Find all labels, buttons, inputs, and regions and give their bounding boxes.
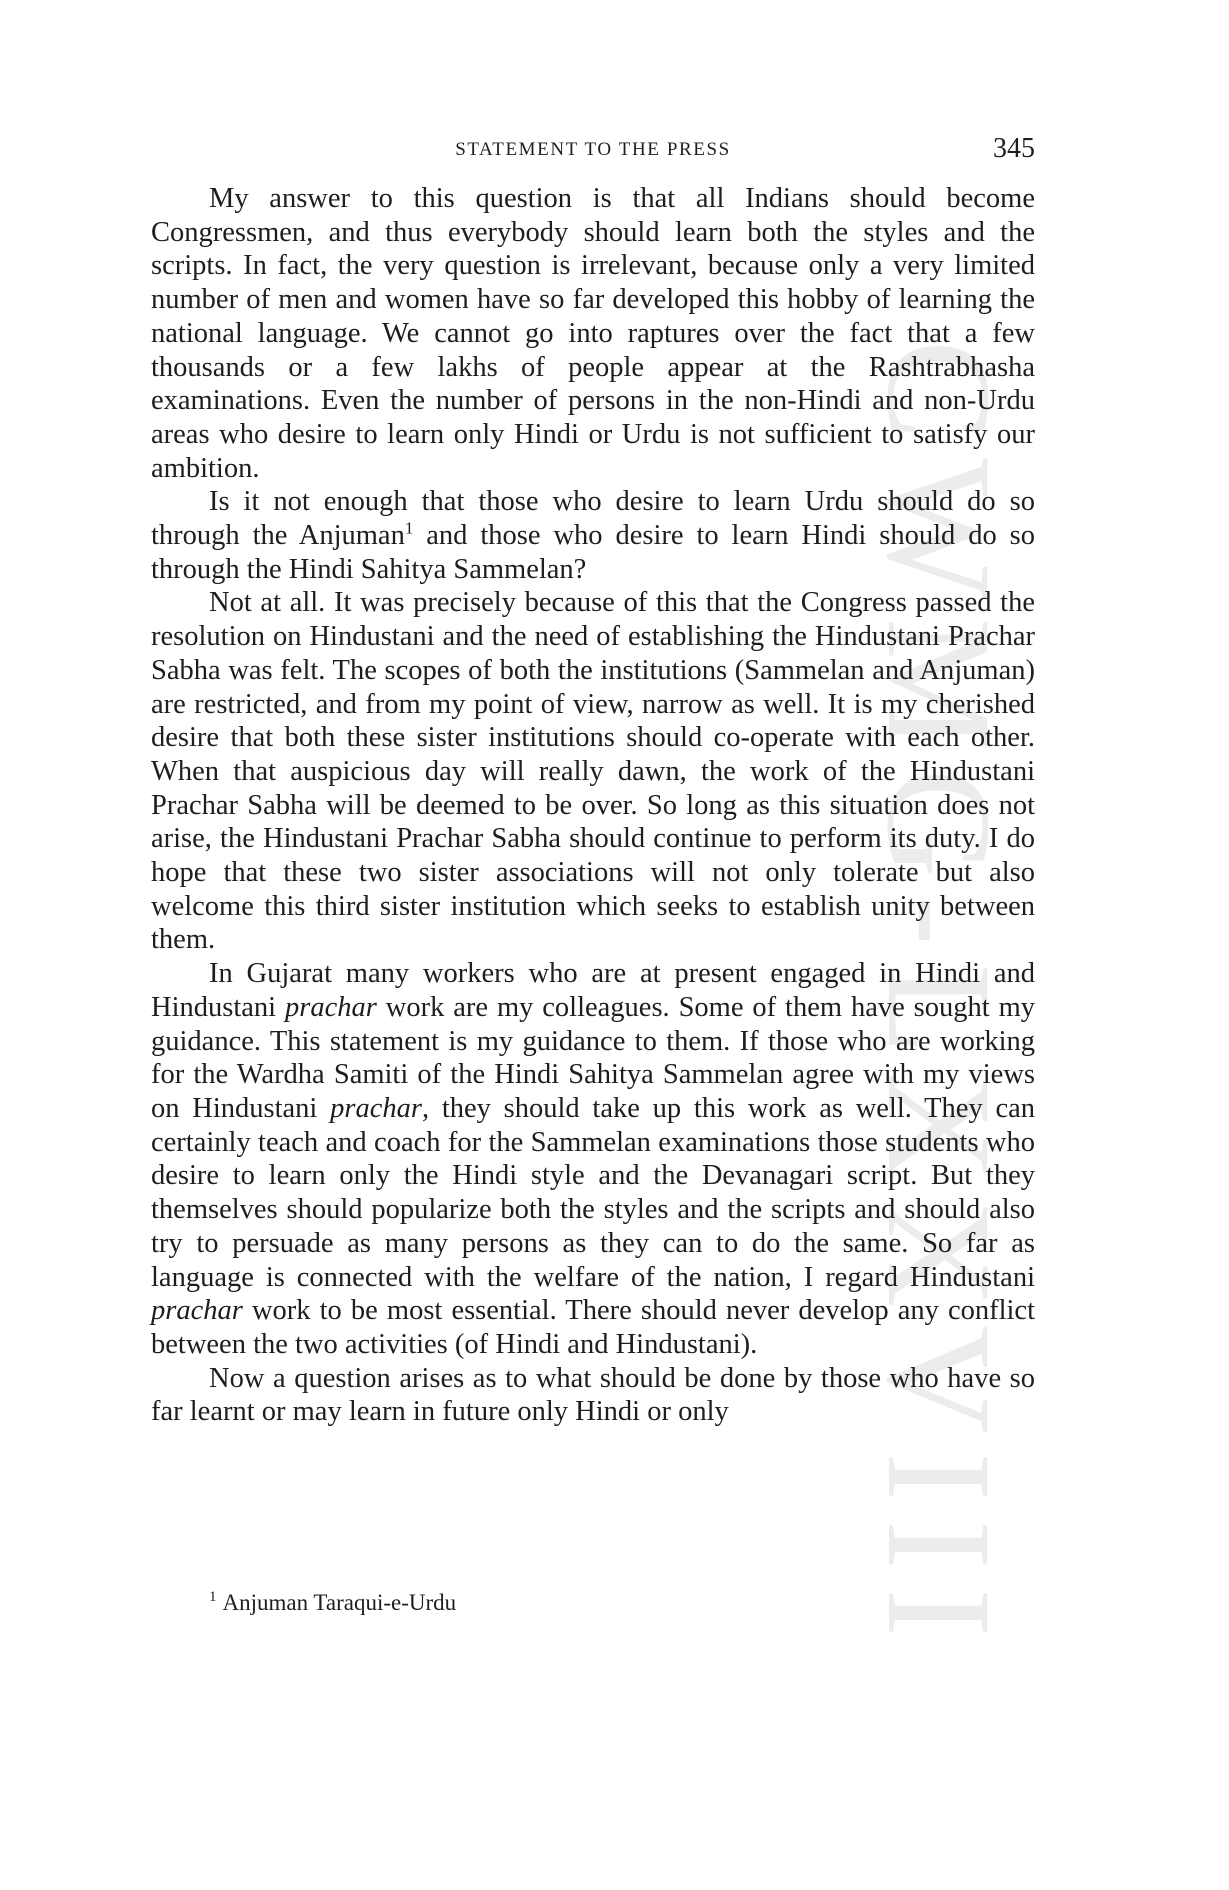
page-number: 345 <box>993 133 1035 164</box>
footnote-mark: 1 <box>209 1589 217 1606</box>
paragraph-3: Not at all. It was precisely because of this that the Congress passed the resolution on Hindustani and the need of establishing the Hindustani Prachar Sabha was felt. The scopes of both the institutions (Sammelan and Anjuman) are restricted, and from my point of view, narrow as well. It is my cherished desire that both these sister institutions should co-operate with each other. When that auspicious day will really dawn, the work of the Hindustani Prachar Sabha will be deemed to be over. So long as this situation does not arise, the Hindustani Prachar Sabha should continue to perform its duty. I do hope that these two sister associations will not only tolerate but also welcome this third sister institution which seeks to establish unity between them. <box>151 587 1035 956</box>
footnote-reference: 1 <box>404 518 414 538</box>
paragraph-4-text-b: work are my colleagues. Some of them have sought my guidance. This statement is my guidance to them. If those who are working for the Wardha Samiti of the Hindi Sahitya Sammelan agree with my views on Hindustani <box>151 991 1036 1124</box>
footnote <box>209 1588 456 1618</box>
running-head <box>151 133 1035 169</box>
paragraph-4-text-d: work to be most essential. There should never develop any conflict between the two activities (of Hindi and Hindustani). <box>151 1295 1035 1360</box>
watermark: CWMG-LXXVIII <box>856 340 1022 1656</box>
italic-term: prachar <box>285 991 377 1023</box>
paragraph-4-text-a: In Gujarat many workers who are at present engaged in Hindi and Hindustani <box>151 958 1035 1023</box>
body-text <box>151 182 1035 1429</box>
italic-term: prachar <box>330 1092 422 1124</box>
paragraph-2 <box>151 485 1035 586</box>
paragraph-5: Now a question arises as to what should be done by those who have so far learnt or may learn in future only Hindi or only <box>151 1362 1035 1428</box>
paragraph-2-text-b: and those who desire to learn Hindi should do so through the Hindi Sahitya Sammelan? <box>151 520 1035 585</box>
running-title: STATEMENT TO THE PRESS <box>455 139 731 160</box>
paragraph-1: My answer to this question is that all Indians should become Congressmen, and thus everybody should learn both the styles and the scripts. In fact, the very question is irrelevant, because only a very limited number of men and women have so far developed this hobby of learning the national language. We cannot go into raptures over the fact that a few thousands or a few lakhs of people appear at the Rashtrabhasha examinations. Even the number of persons in the non-Hindi and non-Urdu areas who desire to learn only Hindi or Urdu is not sufficient to satisfy our ambition. <box>151 183 1035 484</box>
paragraph-2-text-a: Is it not enough that those who desire to learn Urdu should do so through the Anjuman <box>151 486 1035 552</box>
paragraph-4 <box>151 957 1035 1361</box>
paragraph-4-text-c: , they should take up this work as well. They can certainly teach and coach for the Sammelan examinations those students who desire to learn only the Hindi style and the Devanagari script. But they themselves should popularize both the styles and the scripts and should also try to persuade as many persons as they can to do the same. So far as language is connected with the welfare of the nation, I regard Hindustani <box>151 1092 1036 1293</box>
italic-term: prachar <box>151 1295 243 1327</box>
footnote-text: Anjuman Taraqui-e-Urdu <box>222 1590 457 1615</box>
